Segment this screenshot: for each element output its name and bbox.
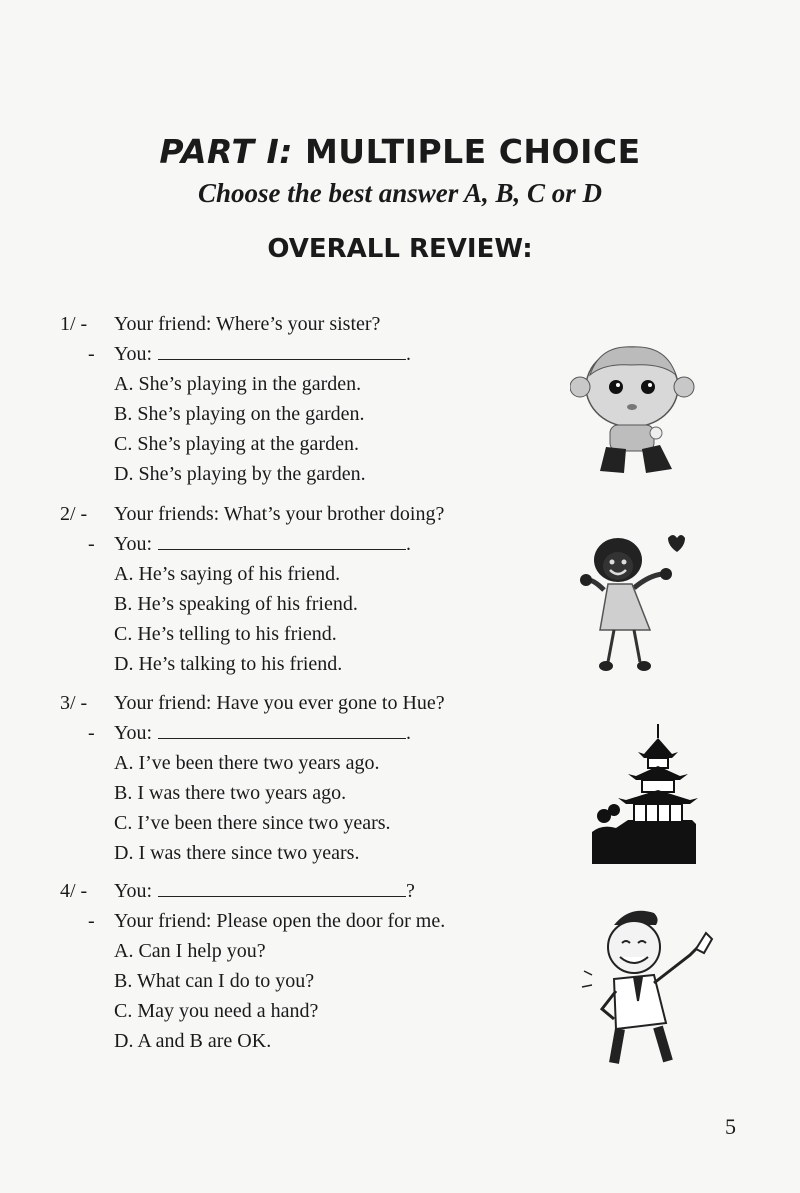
question-prompt: Your friend: Please open the door for me.: [114, 910, 446, 932]
answer-prefix: You:: [114, 722, 152, 744]
title-rest: MULTIPLE CHOICE: [304, 132, 641, 171]
option-a[interactable]: A. He’s saying of his friend.: [114, 563, 341, 585]
question-prompt: Your friend: Have you ever gone to Hue?: [114, 692, 445, 714]
answer-prefix: You:: [114, 533, 152, 555]
dash: -: [88, 343, 95, 365]
dash: -: [88, 722, 95, 744]
answer-blank[interactable]: [158, 339, 406, 360]
question-4: [0, 876, 560, 1056]
option-c[interactable]: C. He’s telling to his friend.: [114, 623, 337, 645]
question-number: 1/ -: [60, 313, 88, 335]
option-b[interactable]: B. I was there two years ago.: [114, 782, 347, 804]
dash: -: [88, 910, 95, 932]
dash: -: [88, 533, 95, 555]
title-part: PART I:: [159, 132, 293, 171]
option-d[interactable]: D. A and B are OK.: [114, 1030, 272, 1052]
page-title: [0, 132, 800, 171]
waving-man-icon: [580, 905, 720, 1070]
question-prompt: Your friend: Where’s your sister?: [114, 313, 381, 335]
answer-prefix: You:: [114, 880, 152, 902]
question-1: [0, 309, 560, 489]
question-number: 3/ -: [60, 692, 88, 714]
question-2: [0, 499, 560, 679]
answer-blank[interactable]: [158, 529, 406, 550]
answer-prefix: You:: [114, 343, 152, 365]
question-number: 4/ -: [60, 880, 88, 902]
option-a[interactable]: A. She’s playing in the garden.: [114, 373, 362, 395]
page-number: 5: [725, 1114, 736, 1139]
answer-suffix: ?: [406, 880, 415, 902]
option-c[interactable]: C. May you need a hand?: [114, 1000, 319, 1022]
question-prompt: Your friends: What’s your brother doing?: [114, 503, 445, 525]
section-heading: OVERALL REVIEW:: [267, 234, 533, 264]
option-d[interactable]: D. I was there since two years.: [114, 842, 360, 864]
option-c[interactable]: C. She’s playing at the garden.: [114, 433, 359, 455]
option-a[interactable]: A. Can I help you?: [114, 940, 266, 962]
answer-suffix: .: [406, 343, 411, 365]
option-a[interactable]: A. I’ve been there two years ago.: [114, 752, 380, 774]
answer-suffix: .: [406, 722, 411, 744]
instructions: Choose the best answer A, B, C or D: [197, 178, 603, 208]
option-b[interactable]: B. She’s playing on the garden.: [114, 403, 365, 425]
answer-blank[interactable]: [158, 876, 406, 897]
option-c[interactable]: C. I’ve been there since two years.: [114, 812, 391, 834]
pagoda-icon: [592, 724, 702, 864]
girl-doll-icon: [570, 335, 695, 480]
option-d[interactable]: D. He’s talking to his friend.: [114, 653, 343, 675]
question-3: [0, 688, 560, 868]
answer-blank[interactable]: [158, 718, 406, 739]
option-d[interactable]: D. She’s playing by the garden.: [114, 463, 366, 485]
dancing-girl-icon: [578, 530, 688, 680]
option-b[interactable]: B. What can I do to you?: [114, 970, 315, 992]
option-b[interactable]: B. He’s speaking of his friend.: [114, 593, 358, 615]
answer-suffix: .: [406, 533, 411, 555]
question-number: 2/ -: [60, 503, 88, 525]
